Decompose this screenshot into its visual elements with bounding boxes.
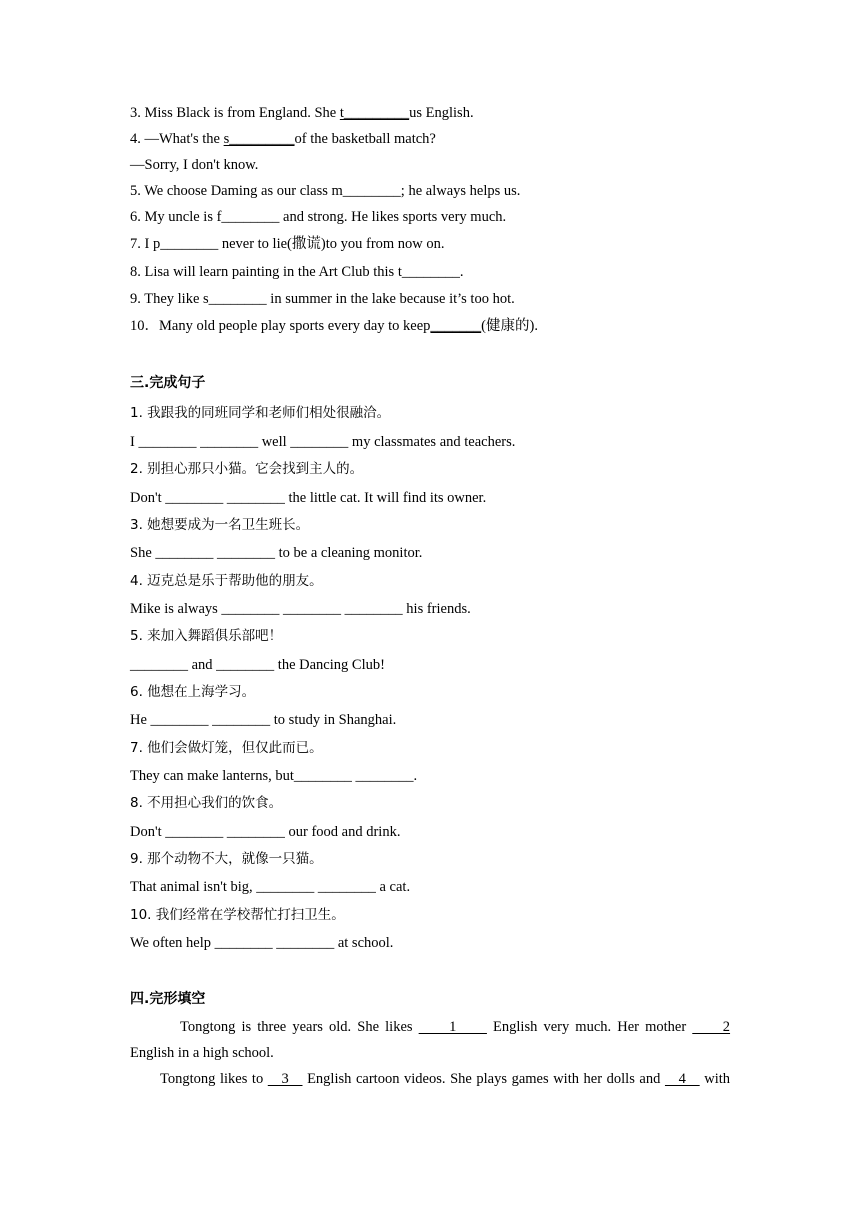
question-5: 5. We choose Daming as our class m________; he always helps us.	[130, 183, 521, 199]
sentence-1-chinese: 1. 我跟我的同班同学和老师们相处很融洽。	[130, 405, 391, 421]
sentence-10-chinese: 10. 我们经常在学校帮忙打扫卫生。	[130, 907, 345, 923]
cloze-blank-2: 2	[692, 1019, 731, 1035]
sentence-8-english: Don't ________ ________ our food and drink.	[130, 824, 401, 840]
sentence-4-chinese: 4. 迈克总是乐于帮助他的朋友。	[130, 573, 323, 589]
sentence-3-english: She ________ ________ to be a cleaning monitor.	[130, 545, 423, 561]
cloze-blank-3: 3	[267, 1071, 303, 1087]
sentence-6-english: He ________ ________ to study in Shanghai.	[130, 712, 397, 728]
answer-blank: s_________	[223, 131, 295, 147]
cloze-paragraph-1-line-1: Tongtong is three years old. She likes 1 English very much. Her mother 2	[180, 1019, 731, 1035]
sentence-9-chinese: 9. 那个动物不大，就像一只猫。	[130, 851, 323, 867]
question-9: 9. They like s________ in summer in the lake because it’s too hot.	[130, 291, 515, 307]
sentence-7-english: They can make lanterns, but________ ________.	[130, 768, 418, 784]
question-7: 7. I p________ never to lie(撒谎)to you from now on.	[130, 236, 445, 252]
sentence-2-english: Don't ________ ________ the little cat. It will find its owner.	[130, 490, 487, 506]
cloze-blank-4: 4	[664, 1071, 700, 1087]
question-3: 3. Miss Black is from England. She t_________us English.	[130, 105, 474, 121]
answer-blank: t_________	[339, 105, 410, 121]
question-4-response: —Sorry, I don't know.	[130, 157, 259, 173]
section-heading-complete-sentences: 三.完成句子	[130, 375, 206, 391]
sentence-5-english: ________ and ________ the Dancing Club!	[130, 657, 385, 673]
question-10: 10．Many old people play sports every day to keep_______(健康的).	[130, 318, 538, 334]
cloze-blank-1: 1	[418, 1019, 487, 1035]
cloze-paragraph-2-line-1: Tongtong likes to 3 English cartoon videos. She plays games with her dolls and 4 with	[160, 1071, 731, 1087]
sentence-6-chinese: 6. 他想在上海学习。	[130, 684, 256, 700]
sentence-9-english: That animal isn't big, ________ ________ a cat.	[130, 879, 411, 895]
question-4: 4. —What's the s_________of the basketball match?	[130, 131, 436, 147]
sentence-1-english: I ________ ________ well ________ my classmates and teachers.	[130, 434, 516, 450]
sentence-8-chinese: 8. 不用担心我们的饮食。	[130, 795, 283, 811]
sentence-3-chinese: 3. 她想要成为一名卫生班长。	[130, 517, 310, 533]
section-heading-cloze: 四.完形填空	[130, 991, 206, 1007]
sentence-2-chinese: 2. 别担心那只小猫。它会找到主人的。	[130, 461, 364, 477]
question-8: 8. Lisa will learn painting in the Art Club this t________.	[130, 264, 464, 280]
sentence-4-english: Mike is always ________ ________ ________ his friends.	[130, 601, 471, 617]
cloze-paragraph-1-line-2: English in a high school.	[130, 1045, 274, 1061]
sentence-7-chinese: 7. 他们会做灯笼，但仅此而已。	[130, 740, 323, 756]
answer-blank: _______	[430, 318, 482, 334]
question-6: 6. My uncle is f________ and strong. He likes sports very much.	[130, 209, 507, 225]
sentence-5-chinese: 5. 来加入舞蹈俱乐部吧！	[130, 628, 283, 644]
sentence-10-english: We often help ________ ________ at school.	[130, 935, 394, 951]
